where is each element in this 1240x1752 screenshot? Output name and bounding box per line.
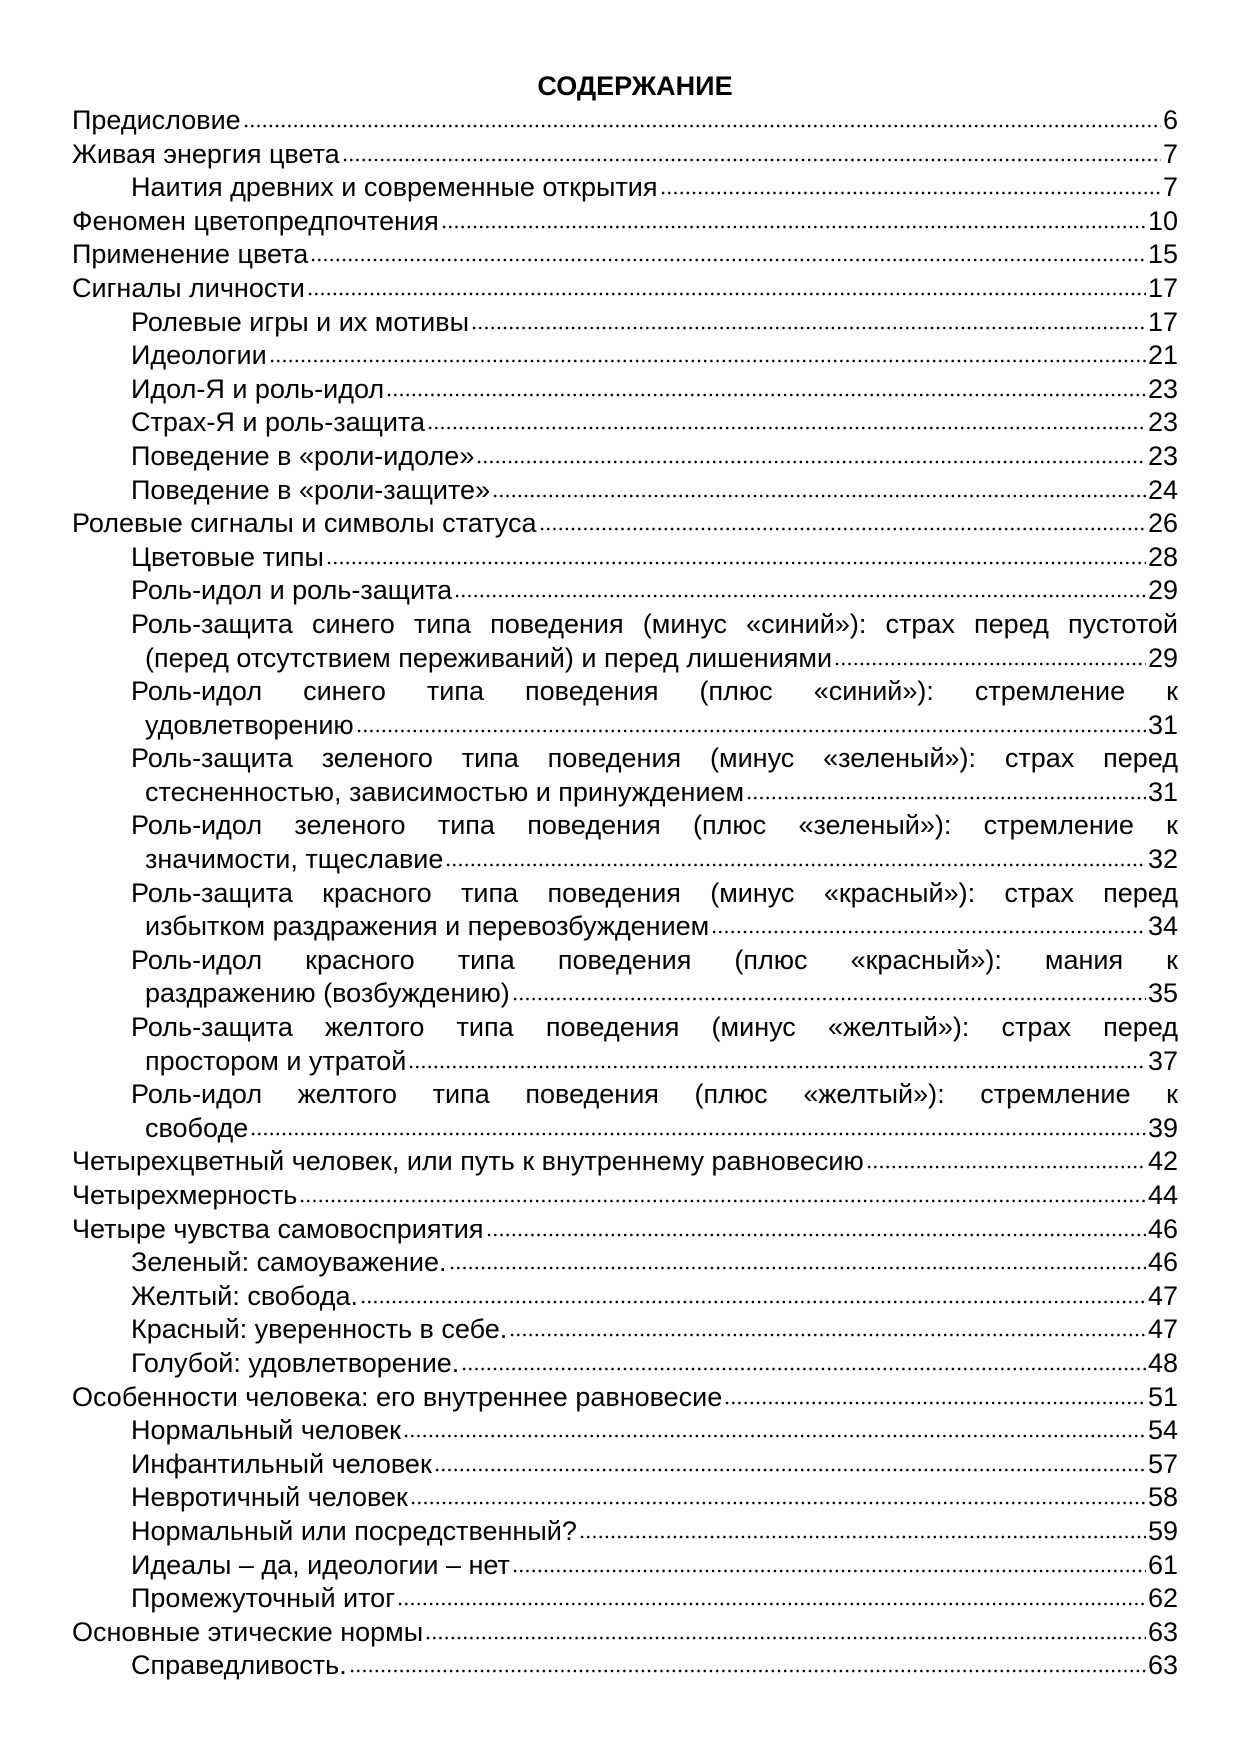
dot-leader xyxy=(746,791,1146,801)
toc-entry-text: Идол-Я и роль-идол xyxy=(131,373,385,404)
toc-page-number: 58 xyxy=(1147,1482,1178,1513)
toc-entry[interactable] xyxy=(72,339,1178,373)
toc-entry-text: Голубой: удовлетворение. xyxy=(131,1347,460,1378)
toc-entry[interactable] xyxy=(72,1246,1178,1280)
toc-page-number: 21 xyxy=(1147,340,1178,371)
toc-entry-first-line[interactable] xyxy=(72,1078,1178,1112)
dot-leader xyxy=(434,1463,1146,1473)
toc-entry[interactable] xyxy=(72,406,1178,440)
toc-entry-text: Роль-защита красного типа поведения (минус «красный»): страх перед xyxy=(131,877,1178,908)
toc-entry[interactable] xyxy=(72,238,1178,272)
toc-entry-first-line[interactable] xyxy=(72,1011,1178,1045)
toc-entry-text: Живая энергия цвета xyxy=(72,138,340,169)
toc-page-number: 17 xyxy=(1147,306,1178,337)
toc-page-number: 57 xyxy=(1147,1448,1178,1479)
toc-entry[interactable] xyxy=(72,138,1178,172)
toc-entry-text: Невротичный человек xyxy=(131,1482,408,1513)
dot-leader xyxy=(427,421,1146,431)
toc-entry-text: Роль-идол и роль-защита xyxy=(131,575,453,606)
toc-entry[interactable] xyxy=(72,440,1178,474)
toc-entries xyxy=(72,104,1178,1683)
toc-entry-text: Поведение в «роли-идоле» xyxy=(131,440,475,471)
toc-entry[interactable] xyxy=(72,474,1178,508)
dot-leader xyxy=(356,724,1146,734)
dot-leader xyxy=(408,1060,1146,1070)
toc-entry[interactable] xyxy=(72,1313,1178,1347)
toc-page-number: 62 xyxy=(1147,1583,1178,1614)
dot-leader xyxy=(509,1328,1146,1338)
toc-entry-text: Сигналы личности xyxy=(72,272,305,303)
toc-page-number: 35 xyxy=(1147,978,1178,1009)
toc-entry[interactable] xyxy=(72,306,1178,340)
dot-leader xyxy=(269,354,1146,364)
toc-entry[interactable] xyxy=(72,205,1178,239)
toc-entry-text: Предисловие xyxy=(72,105,241,135)
toc-entry-text: Идеалы – да, идеологии – нет xyxy=(131,1549,510,1580)
toc-entry[interactable] xyxy=(72,574,1178,608)
toc-entry-text: Ролевые сигналы и символы статуса xyxy=(72,508,537,539)
dot-leader xyxy=(711,925,1146,935)
toc-page-number: 54 xyxy=(1147,1415,1178,1446)
dot-leader xyxy=(397,1597,1146,1607)
toc-entry[interactable] xyxy=(72,1448,1178,1482)
toc-entry-text: Роль-идол красного типа поведения (плюс «красный»): мания к xyxy=(131,944,1178,975)
toc-page-number: 6 xyxy=(1162,105,1178,135)
toc-entry-text: Красный: уверенность в себе. xyxy=(131,1314,508,1345)
dot-leader xyxy=(512,1564,1146,1574)
dot-leader xyxy=(342,153,1161,163)
toc-entry-text: Зеленый: самоуважение. xyxy=(131,1247,447,1278)
toc-page-number: 17 xyxy=(1147,272,1178,303)
toc-entry[interactable] xyxy=(72,1381,1178,1415)
toc-entry-text: стесненностью, зависимостью и принуждением xyxy=(145,776,745,807)
toc-page-number: 47 xyxy=(1147,1314,1178,1345)
toc-page-number: 63 xyxy=(1147,1650,1178,1681)
toc-entry[interactable] xyxy=(72,1213,1178,1247)
toc-page-number: 46 xyxy=(1147,1247,1178,1278)
toc-entry[interactable] xyxy=(72,104,1178,138)
toc-entry[interactable] xyxy=(72,843,1178,877)
toc-entry-first-line[interactable] xyxy=(72,608,1178,642)
toc-entry-text: Желтый: свобода. xyxy=(131,1280,359,1311)
dot-leader xyxy=(834,657,1146,667)
toc-entry-text: свободе xyxy=(145,1112,249,1143)
toc-entry-text: Феномен цветопредпочтения xyxy=(72,205,439,236)
toc-entry-text: Поведение в «роли-защите» xyxy=(131,474,491,505)
toc-page-number: 15 xyxy=(1147,239,1178,270)
toc-entry-text: простором и утратой xyxy=(145,1045,407,1076)
dot-leader xyxy=(449,1261,1146,1271)
toc-entry-text: Роль-защита синего типа поведения (минус «синий»): страх перед пустотой xyxy=(131,608,1178,639)
toc-entry[interactable] xyxy=(72,1616,1178,1650)
toc-entry-first-line[interactable] xyxy=(72,809,1178,843)
toc-entry[interactable] xyxy=(72,709,1178,743)
toc-entry-first-line[interactable] xyxy=(72,944,1178,978)
toc-page-number: 7 xyxy=(1162,138,1178,169)
toc-entry-first-line[interactable] xyxy=(72,877,1178,911)
dot-leader xyxy=(250,1127,1146,1137)
toc-page-number: 51 xyxy=(1147,1381,1178,1412)
dot-leader xyxy=(410,1496,1146,1506)
toc-entry-text: Инфантильный человек xyxy=(131,1448,432,1479)
toc-page-number: 46 xyxy=(1147,1213,1178,1244)
toc-entry[interactable] xyxy=(72,373,1178,407)
dot-leader xyxy=(326,556,1146,566)
dot-leader xyxy=(486,1228,1146,1238)
toc-entry[interactable] xyxy=(72,1515,1178,1549)
dot-leader xyxy=(425,1631,1146,1641)
dot-leader xyxy=(471,321,1146,331)
dot-leader xyxy=(476,455,1146,465)
dot-leader xyxy=(386,388,1146,398)
dot-leader xyxy=(454,589,1146,599)
toc-entry-text: Справедливость. xyxy=(131,1650,347,1681)
toc-entry[interactable] xyxy=(72,1582,1178,1616)
toc-page-number: 23 xyxy=(1147,440,1178,471)
toc-entry[interactable] xyxy=(72,1414,1178,1448)
toc-entry-text: Ролевые игры и их мотивы xyxy=(131,306,469,337)
toc-entry[interactable] xyxy=(72,541,1178,575)
dot-leader xyxy=(360,1295,1146,1305)
dot-leader xyxy=(660,186,1161,196)
toc-title: СОДЕРЖАНИЕ xyxy=(537,71,733,101)
toc-entry[interactable] xyxy=(72,1347,1178,1381)
toc-entry-text: раздражению (возбуждению) xyxy=(145,978,510,1009)
toc-page-number: 39 xyxy=(1147,1112,1178,1143)
toc-page-number: 31 xyxy=(1147,776,1178,807)
dot-leader xyxy=(539,522,1146,532)
toc-entry[interactable] xyxy=(72,776,1178,810)
toc-page-number: 28 xyxy=(1147,541,1178,572)
dot-leader xyxy=(579,1530,1146,1540)
toc-page-number: 26 xyxy=(1147,508,1178,539)
dot-leader xyxy=(512,992,1146,1002)
toc-page-number: 42 xyxy=(1147,1146,1178,1177)
toc-entry-text: Наития древних и современные открытия xyxy=(131,172,658,203)
toc-page-number: 29 xyxy=(1147,642,1178,673)
toc-entry[interactable] xyxy=(72,1549,1178,1583)
toc-entry-text: Роль-защита зеленого типа поведения (минус «зеленый»): страх перед xyxy=(131,743,1178,774)
toc-entry-text: удовлетворению xyxy=(145,709,354,740)
dot-leader xyxy=(403,1429,1146,1439)
toc-entry[interactable] xyxy=(72,1112,1178,1146)
toc-entry[interactable] xyxy=(72,977,1178,1011)
toc-page-number: 37 xyxy=(1147,1045,1178,1076)
toc-entry[interactable] xyxy=(72,642,1178,676)
toc-entry-text: Основные этические нормы xyxy=(72,1616,424,1647)
toc-entry-text: Идеологии xyxy=(131,340,267,371)
toc-entry-text: Нормальный или посредственный? xyxy=(131,1515,577,1546)
toc-page-number: 61 xyxy=(1147,1549,1178,1580)
dot-leader xyxy=(310,253,1146,263)
toc-page-number: 32 xyxy=(1147,844,1178,875)
toc-entry[interactable] xyxy=(72,1179,1178,1213)
toc-page-number: 24 xyxy=(1147,474,1178,505)
dot-leader xyxy=(441,220,1146,230)
toc-entry-text: Роль-защита желтого типа поведения (минус «желтый»): страх перед xyxy=(131,1012,1178,1043)
toc-entry[interactable] xyxy=(72,507,1178,541)
toc-entry-text: значимости, тщеславие xyxy=(145,844,444,875)
toc-page-number: 29 xyxy=(1147,575,1178,606)
dot-leader xyxy=(445,858,1146,868)
toc-entry[interactable] xyxy=(72,1145,1178,1179)
dot-leader xyxy=(492,489,1146,499)
toc-page-number: 44 xyxy=(1147,1180,1178,1210)
toc-page-number: 7 xyxy=(1162,172,1178,203)
toc-page-number: 63 xyxy=(1147,1616,1178,1647)
toc-page-number: 59 xyxy=(1147,1515,1178,1546)
toc-entry-text: Четырехмерность xyxy=(72,1180,298,1210)
dot-leader xyxy=(307,287,1146,297)
toc-entry-text: Страх-Я и роль-защита xyxy=(131,407,425,438)
toc-page-number: 10 xyxy=(1147,205,1178,236)
toc-entry-text: Особенности человека: его внутреннее равновесие xyxy=(72,1381,723,1412)
toc-entry[interactable] xyxy=(72,1280,1178,1314)
toc-entry[interactable] xyxy=(72,171,1178,205)
dot-leader xyxy=(243,119,1161,129)
toc-page-number: 23 xyxy=(1147,373,1178,404)
toc-entry-text: Роль-идол зеленого типа поведения (плюс «зеленый»): стремление к xyxy=(131,810,1178,841)
toc-page-number: 34 xyxy=(1147,911,1178,942)
toc-entry[interactable] xyxy=(72,272,1178,306)
toc-entry-text: Промежуточный итог xyxy=(131,1583,396,1614)
dot-leader xyxy=(866,1160,1146,1170)
toc-entry-first-line[interactable] xyxy=(72,742,1178,776)
toc-page-number: 47 xyxy=(1147,1280,1178,1311)
dot-leader xyxy=(349,1664,1146,1674)
dot-leader xyxy=(461,1362,1146,1372)
table-of-contents xyxy=(72,68,1178,1683)
toc-entry-text: Четырехцветный человек, или путь к внутреннему равновесию xyxy=(72,1146,864,1177)
toc-entry[interactable] xyxy=(72,1649,1178,1683)
toc-page-number: 31 xyxy=(1147,709,1178,740)
dot-leader xyxy=(299,1194,1146,1204)
dot-leader xyxy=(724,1396,1146,1406)
toc-entry-text: Роль-идол синего типа поведения (плюс «синий»): стремление к xyxy=(131,676,1178,707)
toc-entry[interactable] xyxy=(72,1045,1178,1079)
toc-entry-first-line[interactable] xyxy=(72,675,1178,709)
toc-entry-text: Цветовые типы xyxy=(131,541,324,572)
toc-entry[interactable] xyxy=(72,910,1178,944)
toc-entry-text: Роль-идол желтого типа поведения (плюс «желтый»): стремление к xyxy=(131,1079,1178,1110)
toc-entry-text: Применение цвета xyxy=(72,239,309,270)
toc-entry-text: Четыре чувства самовосприятия xyxy=(72,1213,484,1244)
toc-page-number: 48 xyxy=(1147,1347,1178,1378)
toc-entry-text: избытком раздражения и перевозбуждением xyxy=(145,911,710,942)
toc-entry-text: Нормальный человек xyxy=(131,1415,401,1446)
toc-page-number: 23 xyxy=(1147,407,1178,438)
toc-entry[interactable] xyxy=(72,1481,1178,1515)
toc-entry-text: (перед отсутствием переживаний) и перед лишениями xyxy=(145,642,833,673)
